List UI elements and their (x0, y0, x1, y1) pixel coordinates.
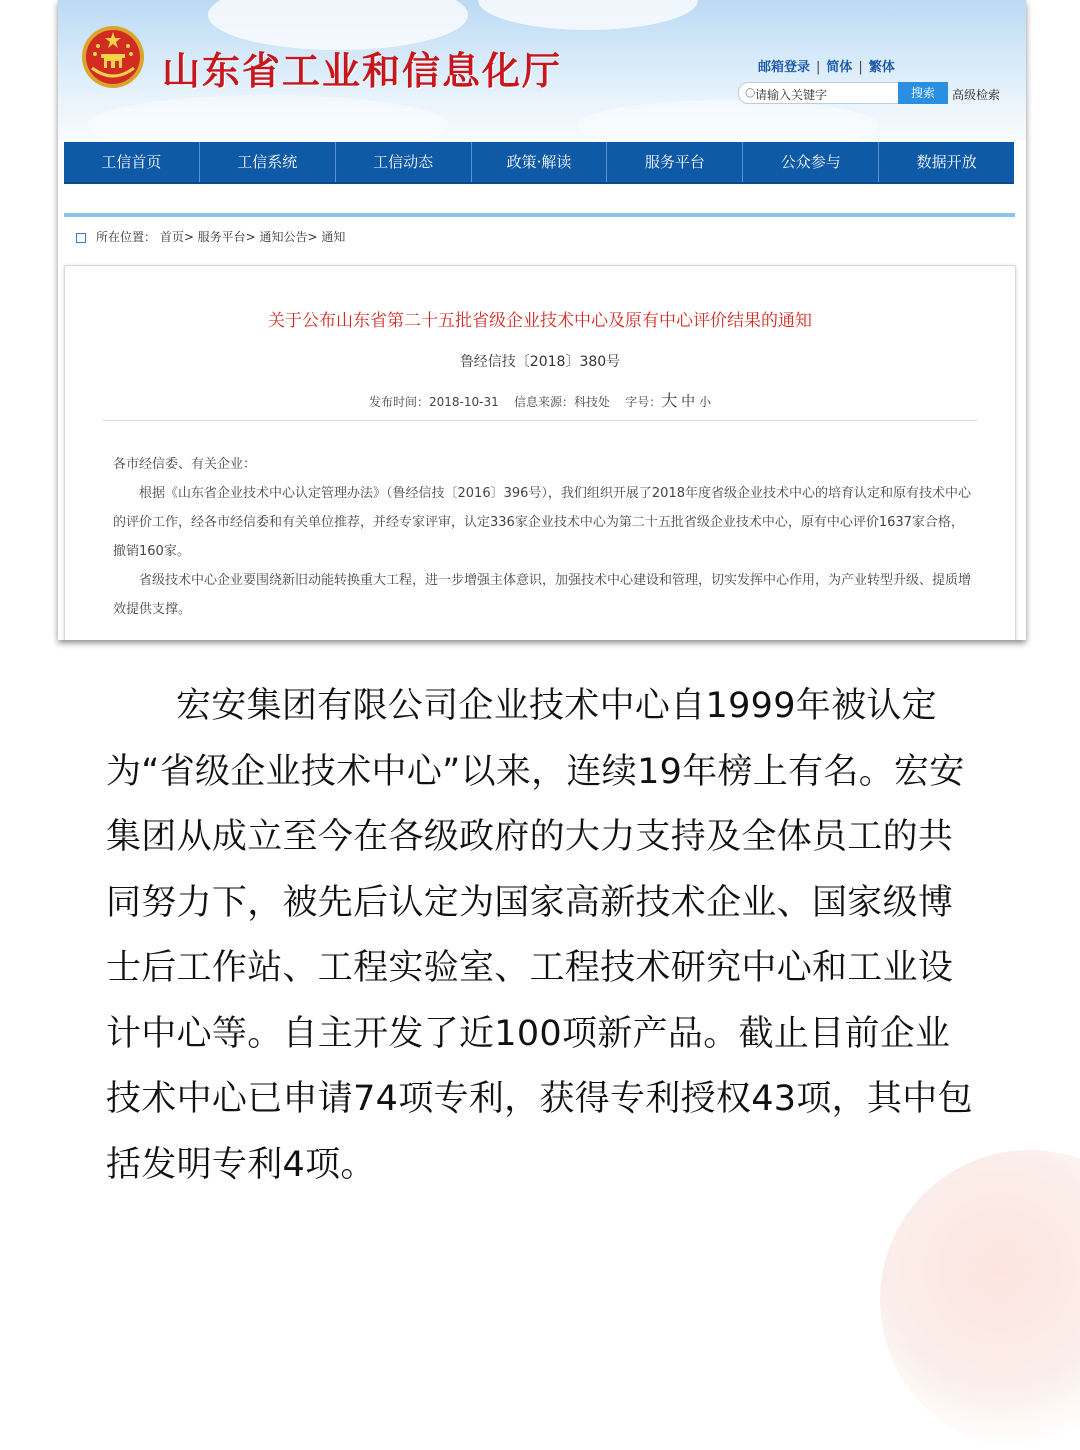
simplified-link[interactable]: 简体 (826, 60, 853, 75)
webpage-screenshot (58, 0, 1026, 640)
search-input[interactable] (738, 82, 900, 104)
site-header (58, 0, 1026, 140)
mail-login-link[interactable]: 邮箱登录 (758, 60, 811, 75)
document-number: 鲁经信技〔2018〕380号 (459, 354, 621, 370)
square-icon (76, 233, 86, 243)
breadcrumb (76, 228, 345, 245)
traditional-link[interactable]: 繁体 (868, 60, 895, 75)
font-size-small-button[interactable]: 小 (698, 395, 711, 409)
nav-item-home[interactable]: 工信首页 (64, 142, 200, 182)
article-meta (65, 388, 1015, 411)
font-size-label: 字号： (625, 395, 662, 409)
site-title: 山东省工业和信息化厅 (162, 48, 563, 93)
article-divider (103, 420, 977, 421)
font-size-medium-button[interactable]: 中 (681, 394, 696, 410)
main-nav (64, 142, 1014, 184)
caption-text: 宏安集团有限公司企业技术中心自1999年被认定为“省级企业技术中心”以来，连续19年榜上有名。宏安集团从成立至今在各级政府的大力支持及全体员工的共同努力下，被先后认定为国家高新技术企业、国家级博士后工作站、工程实验室、工程技术研究中心和工业设计中心等。自主开发了近100项新产品。截止目前企业技术中心已申请74项专利，获得专利授权43项，其中包括发明专利4项。 (106, 686, 973, 1185)
nav-item-public[interactable]: 公众参与 (743, 142, 879, 182)
article-title: 关于公布山东省第二十五批省级企业技术中心及原有中心评价结果的通知 (268, 311, 812, 331)
paragraph-2: 省级技术中心企业要围绕新旧动能转换重大工程，进一步增强主体意识，加强技术中心建设和管理，切实发挥中心作用，为产业转型升级、提质增效提供支撑。 (113, 573, 972, 617)
article-panel (64, 265, 1016, 640)
national-emblem-icon (80, 24, 146, 90)
header-links: 邮箱登录 | 简体 | 繁体 (758, 60, 895, 75)
paragraph-1: 根据《山东省企业技术中心认定管理办法》（鲁经信技〔2016〕396号），我们组织开展了2018年度省级企业技术中心的培育认定和原有技术中心的评价工作，经各市经信委和有关单位推荐，并经专家评审，认定336家企业技术中心为第二十五批省级企业技术中心，原有中心评价1637家合格，撤销160家。 (113, 486, 971, 559)
advanced-search-link[interactable]: 高级检索 (952, 88, 1001, 102)
divider (64, 213, 1015, 217)
search-placeholder: 请输入关键字 (755, 88, 828, 102)
nav-item-news[interactable]: 工信动态 (336, 142, 472, 182)
greeting: 各市经信委、有关企业： (113, 457, 257, 472)
article-body (113, 450, 973, 624)
nav-item-policy[interactable]: 政策·解读 (472, 142, 608, 182)
search-icon: ○ (745, 85, 756, 99)
info-source: 信息来源：科技处 (514, 395, 611, 409)
publish-time: 发布时间：2018-10-31 (369, 395, 499, 409)
font-size-large-button[interactable]: 大 (661, 391, 678, 410)
nav-item-service[interactable]: 服务平台 (607, 142, 743, 182)
nav-item-system[interactable]: 工信系统 (200, 142, 336, 182)
breadcrumb-text[interactable]: 所在位置： 首页> 服务平台> 通知公告> 通知 (96, 230, 346, 244)
search-button[interactable]: 搜索 (898, 82, 948, 104)
nav-item-data[interactable]: 数据开放 (916, 153, 977, 171)
